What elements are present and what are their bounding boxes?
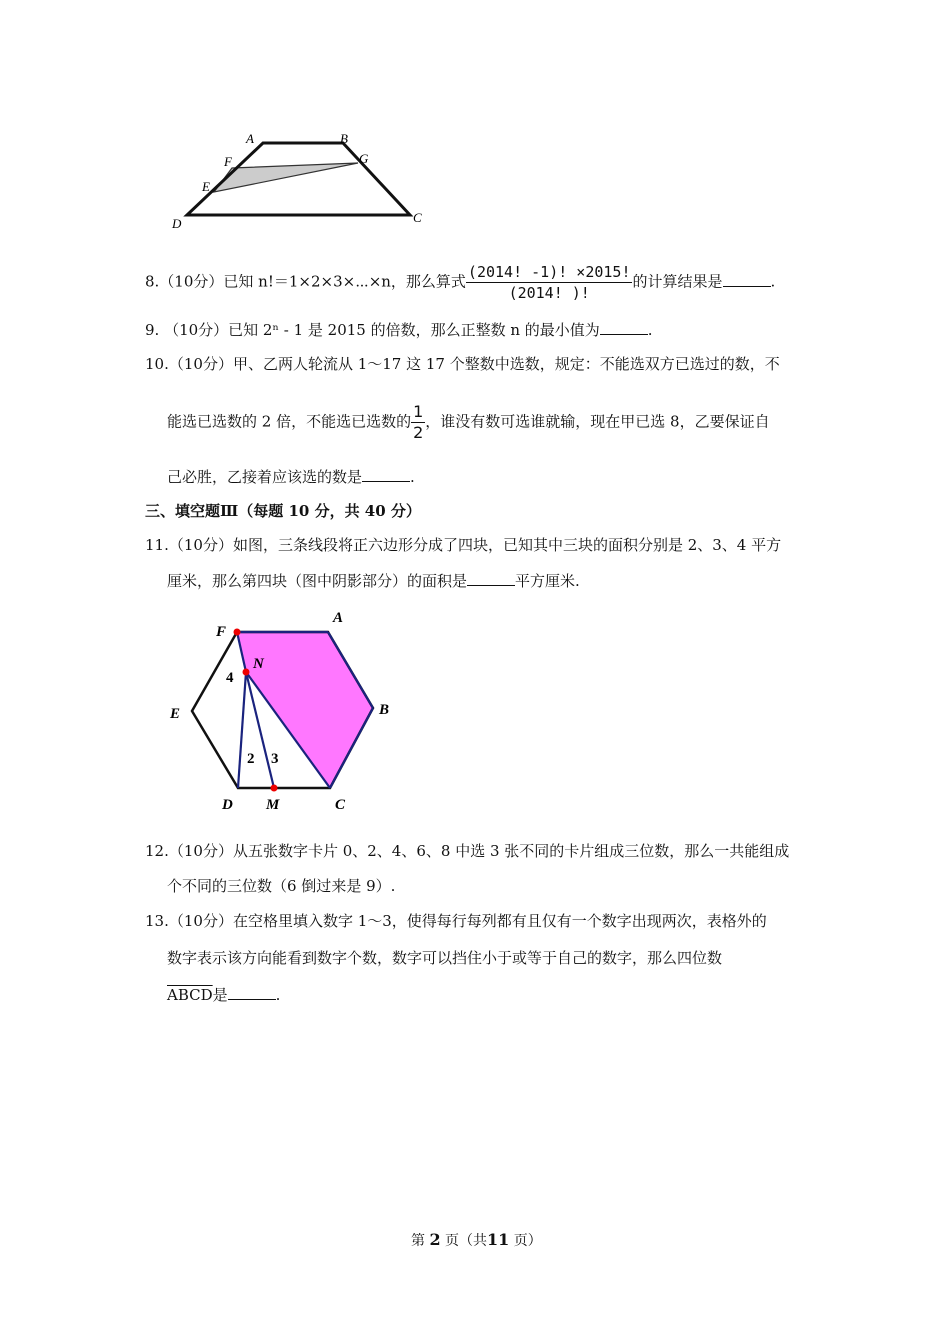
- label: D: [222, 797, 233, 813]
- text: 平方厘米.: [515, 572, 580, 590]
- page-number: 2: [429, 1230, 441, 1249]
- trapezoid-outline: [187, 143, 410, 215]
- q8-text: 8.（10分）已知 n!＝1×2×3×⋯×n，那么算式: [145, 272, 466, 291]
- period: .: [275, 986, 281, 1004]
- label: E: [202, 179, 210, 194]
- answer-blank[interactable]: [362, 467, 410, 482]
- q9-text: 9. （10分）已知 2ⁿ - 1 是 2015 的倍数，那么正整数 n 的最小值为: [145, 321, 600, 339]
- text: 是: [212, 986, 228, 1004]
- label: 2: [247, 751, 255, 767]
- label: N: [253, 656, 264, 672]
- hexagon-figure: [169, 610, 389, 813]
- question-13-line3: [167, 985, 280, 1005]
- answer-blank[interactable]: [467, 571, 515, 586]
- period: .: [770, 272, 776, 291]
- question-10-line2: [167, 402, 770, 443]
- label: B: [379, 702, 390, 718]
- answer-blank[interactable]: [228, 985, 276, 1000]
- text: ，谁没有数可选谁就输，现在甲已选 8，乙要保证自: [425, 412, 770, 431]
- numerator: 1: [413, 402, 424, 421]
- label: C: [413, 210, 422, 225]
- period: .: [647, 321, 653, 339]
- label: D: [172, 216, 182, 231]
- label: F: [216, 624, 227, 640]
- label: E: [170, 706, 181, 722]
- text: 第: [411, 1233, 425, 1249]
- question-13-line2: 数字表示该方向能看到数字个数，数字可以挡住小于或等于自己的数字，那么四位数: [167, 949, 723, 967]
- trapezoid-figure: [171, 131, 422, 231]
- q8-suffix: 的计算结果是: [632, 272, 723, 291]
- point-m: [271, 785, 278, 792]
- half-fraction: [411, 402, 425, 443]
- period: .: [410, 468, 415, 486]
- question-13-line1: 13.（10分）在空格里填入数字 1～3，使得每行每列都有且仅有一个数字出现两次，表格外的: [145, 912, 767, 930]
- text: 页）: [513, 1233, 542, 1249]
- text: 己必胜，乙接着应该选的数是: [167, 468, 363, 486]
- question-11-line2: [167, 571, 580, 591]
- label: C: [335, 797, 346, 813]
- point-f: [234, 629, 241, 636]
- label: B: [340, 131, 348, 146]
- label: A: [246, 131, 254, 146]
- label: M: [266, 797, 280, 813]
- label: F: [224, 154, 232, 169]
- point-n: [243, 669, 250, 676]
- numerator: (2014! -1)! ×2015!: [467, 263, 631, 281]
- label: 4: [226, 670, 234, 686]
- label: A: [333, 610, 344, 626]
- question-9: [145, 320, 653, 340]
- denominator: 2: [413, 423, 424, 442]
- label: G: [359, 151, 369, 166]
- answer-blank[interactable]: [723, 272, 771, 287]
- denominator: (2014! )!: [508, 284, 590, 302]
- abcd-number: ABCD: [167, 986, 213, 1004]
- label: 3: [271, 751, 279, 767]
- question-10-line1: 10.（10分）甲、乙两人轮流从 1～17 这 17 个整数中选数，规定：不能选双方已选过的数，不: [145, 355, 780, 373]
- question-10-line3: [167, 467, 415, 487]
- question-12-line2: 个不同的三位数（6 倒过来是 9）.: [167, 877, 396, 895]
- q8-fraction: [466, 262, 633, 303]
- text: 页（共: [445, 1233, 488, 1249]
- question-12-line1: 12.（10分）从五张数字卡片 0、2、4、6、8 中选 3 张不同的卡片组成三位数，那么一共能组成: [145, 842, 790, 860]
- question-11-line1: 11.（10分）如图，三条线段将正六边形分成了四块，已知其中三块的面积分别是 2、3、4 平方: [145, 536, 782, 554]
- section-3-heading: 三、填空题Ⅲ（每题 10 分，共 40 分）: [145, 502, 421, 520]
- answer-blank[interactable]: [600, 320, 648, 335]
- total-pages: 11: [487, 1230, 510, 1249]
- text: 厘米，那么第四块（图中阴影部分）的面积是: [167, 572, 468, 590]
- question-8: [145, 262, 775, 303]
- text: 能选已选数的 2 倍，不能选已选数的: [167, 412, 412, 431]
- page-footer: [411, 1230, 542, 1251]
